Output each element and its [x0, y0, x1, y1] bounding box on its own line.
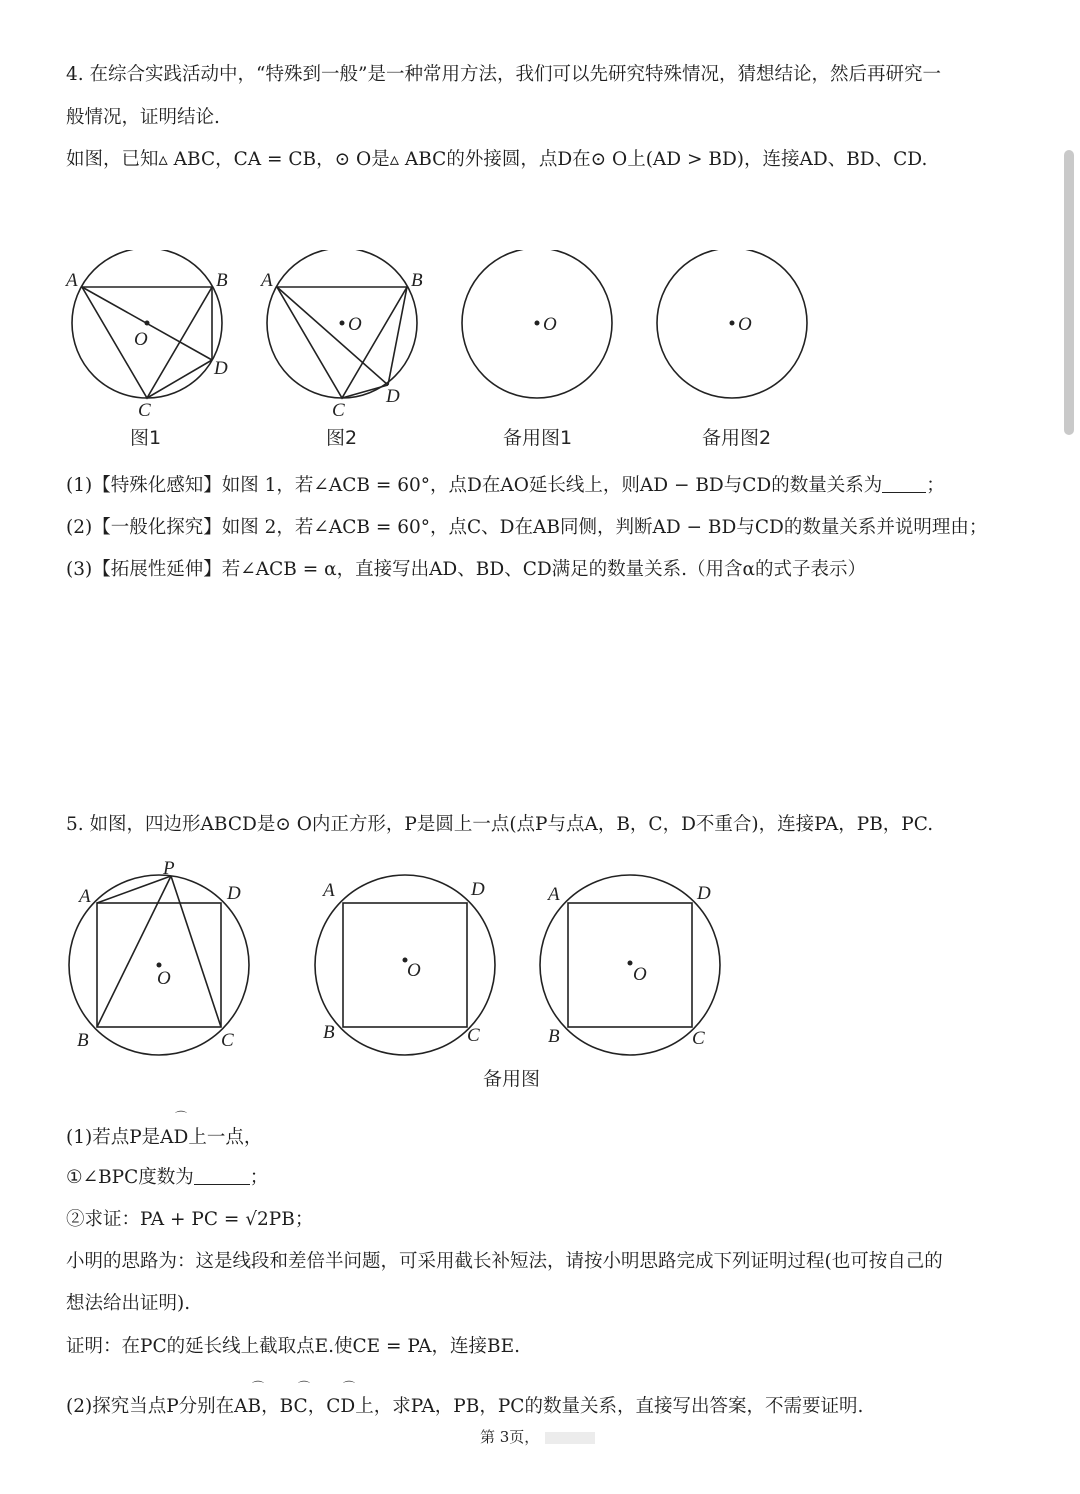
q5-proof: 证明：在PC的延长线上截取点E.使CE = PA，连接BE. [66, 1336, 521, 1357]
q5-hint2: 想法给出证明). [66, 1293, 191, 1314]
fig1-CD [147, 360, 212, 398]
arc-mark-AD: ⌒ [175, 1110, 188, 1124]
answer-blank[interactable] [882, 474, 926, 493]
page-footer [480, 1426, 595, 1447]
fig1-center-dot [145, 321, 150, 326]
arc-mark-AB: ⌒ [252, 1380, 265, 1394]
q4-part1-end: ； [926, 475, 945, 496]
q5-sub1a [66, 1166, 268, 1190]
q4-part3: (3)【拓展性延伸】若∠ACB = α，直接写出AD、BD、CD满足的数量关系.（用含α的式子表示） [66, 559, 867, 580]
q5-sub2: (2)探究当点P分别在AB，BC，CD上，求PA，PB，PC的数量关系，直接写出答案，不需要证明. [66, 1396, 864, 1417]
q5-fig2-label-O: O [407, 960, 421, 981]
blurred-region [545, 1432, 595, 1444]
q5-fig1-label-A: A [79, 886, 91, 907]
spare1-center-dot [535, 321, 540, 326]
q5-fig1-center-dot [157, 963, 162, 968]
q5-fig2-square [343, 903, 467, 1027]
q5-fig1-PC [171, 876, 221, 1027]
q5-hint1: 小明的思路为：这是线段和差倍半问题，可采用截长补短法，请按小明思路完成下列证明过程(也可按自己的 [66, 1251, 943, 1272]
q4-line3: 如图，已知▵ ABC，CA = CB，⊙ O是▵ ABC的外接圆，点D在⊙ O上(AD > BD)，连接AD、BD、CD. [66, 149, 928, 170]
q5-line1: 5. 如图，四边形ABCD是⊙ O内正方形，P是圆上一点(点P与点A，B，C，D不重合)，连接PA，PB，PC. [66, 814, 934, 835]
arc-mark-BC: ⌒ [298, 1380, 311, 1394]
fig2-label-A: A [261, 270, 273, 291]
page-number: 第 3页， [480, 1428, 540, 1446]
q5-fig1-label-C: C [221, 1030, 234, 1051]
spare2-label-O: O [738, 314, 752, 335]
q5-fig3-label-B: B [548, 1026, 560, 1047]
q5-fig1-label-B: B [77, 1030, 89, 1051]
fig1-label-D: D [214, 358, 228, 379]
q5-fig3-label-A: A [548, 884, 560, 905]
fig2-label-D: D [386, 386, 400, 407]
fig1-label-C: C [138, 400, 151, 421]
q5-fig1-label-O: O [157, 968, 171, 989]
q4-part1 [66, 474, 945, 498]
q5-fig3-label-C: C [692, 1028, 705, 1049]
q5-fig3-center-dot [628, 961, 633, 966]
q5-fig2-label-A: A [323, 880, 335, 901]
q5-sub1: (1)若点P是AD上一点， [66, 1127, 263, 1148]
fig2-AD [277, 287, 388, 385]
scrollbar-thumb[interactable] [1064, 150, 1074, 435]
q5-fig2-label-D: D [471, 879, 485, 900]
q5-fig3-label-O: O [633, 964, 647, 985]
q4-figures [40, 250, 860, 450]
fig2-label-O: O [348, 314, 362, 335]
fig2-center-dot [340, 321, 345, 326]
q4-spare1-caption: 备用图1 [503, 427, 573, 449]
q5-fig2-label-B: B [323, 1022, 335, 1043]
q4-part1-text: (1)【特殊化感知】如图 1，若∠ACB = 60°，点D在AO延长线上，则AD − BD与CD的数量关系为 [66, 475, 883, 496]
q4-part2: (2)【一般化探究】如图 2，若∠ACB = 60°，点C、D在AB同侧，判断AD − BD与CD的数量关系并说明理由； [66, 517, 988, 538]
q5-sub1a-end: ； [249, 1167, 269, 1188]
q5-sub1a-text: ①∠BPC度数为 [66, 1167, 194, 1188]
fig2-label-B: B [411, 270, 423, 291]
q5-fig1-label-D: D [227, 883, 241, 904]
fig1-label-A: A [66, 270, 78, 291]
q4-fig2-caption: 图2 [326, 427, 358, 449]
q4-line1: 4. 在综合实践活动中，“特殊到一般”是一种常用方法，我们可以先研究特殊情况，猜想结论，然后再研究一 [66, 64, 941, 85]
q5-figures [55, 858, 755, 1058]
q5-fig3-label-D: D [697, 883, 711, 904]
q4-fig1-caption: 图1 [130, 427, 162, 449]
q5-spare-caption: 备用图 [483, 1068, 541, 1090]
arc-mark-CD: ⌒ [343, 1380, 356, 1394]
q4-spare2-caption: 备用图2 [702, 427, 772, 449]
spare2-center-dot [730, 321, 735, 326]
q4-line2: 般情况，证明结论. [66, 107, 220, 128]
answer-blank-bpc[interactable] [194, 1166, 250, 1185]
spare1-label-O: O [543, 314, 557, 335]
q5-sub1b: ②求证：PA + PC = √2PB； [66, 1209, 314, 1230]
fig1-label-O: O [134, 329, 148, 350]
q5-fig1-label-P: P [163, 858, 175, 879]
q5-fig2-label-C: C [467, 1025, 480, 1046]
fig1-label-B: B [216, 270, 228, 291]
fig2-label-C: C [332, 400, 345, 421]
